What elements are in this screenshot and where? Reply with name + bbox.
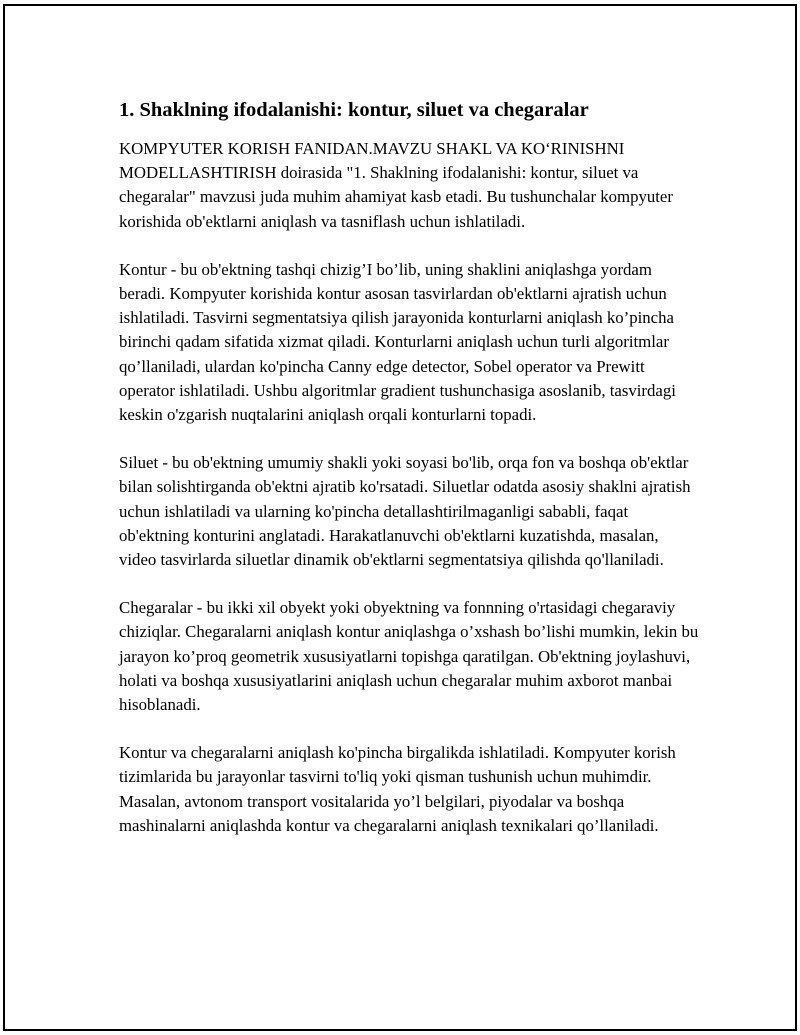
paragraph-kontur: Kontur - bu ob'ektning tashqi chizig’I bo’lib, uning shaklini aniqlashga yordam beradi. Kompyuter korishida kontur asosan tasvirlardan ob'ektlarni ajratish uchun ishlatiladi. Tasvirni segmentatsiya qilish jarayonida konturlarni aniqlash ko’pincha birinchi qadam sifatida xizmat qiladi. Konturlarni aniqlash uchun turli algoritmlar qo’llaniladi, ulardan ko'pincha Canny edge detector, Sobel operator va Prewitt operator ishlatiladi. Ushbu algoritmlar gradient tushunchasiga asoslanib, tasvirdagi keskin o'zgarish nuqtalarini aniqlash orqali konturlarni topadi.: [119, 259, 676, 425]
paragraph-conclusion: Kontur va chegaralarni aniqlash ko'pincha birgalikda ishlatiladi. Kompyuter korish tizimlarida bu jarayonlar tasvirni to'liq yoki qisman tushunish uchun muhimdir. Masalan, avtonom transport vositalarida yo’l belgilari, piyodalar va boshqa mashinalarni aniqlashda kontur va chegaralarni aniqlash texnikalari qo’llaniladi.: [119, 743, 676, 835]
section-heading: 1. Shaklning ifodalanishi: kontur, siluet va chegaralar: [119, 99, 589, 121]
paragraph-chegaralar: Chegaralar - bu ikki xil obyekt yoki obyektning va fonnning o'rtasidagi chegaraviy chiziqlar. Chegaralarni aniqlash kontur aniqlashga o’xshash bo’lishi mumkin, lekin bu jarayon ko’proq geometrik xususiyatlarni topishga qaratilgan. Ob'ektning joylashuvi, holati va boshqa xususiyatlarini aniqlash uchun chegaralar muhim axborot manbai hisoblanadi.: [119, 598, 699, 715]
paragraph-siluet: Siluet - bu ob'ektning umumiy shakli yoki soyasi bo'lib, orqa fon va boshqa ob'ektlar bilan solishtirganda ob'ektni ajratib ko'rsatadi. Siluetlar odatda asosiy shaklni ajratish uchun ishlatiladi va ularning ko'pincha detallashtirilmaganligi sababli, faqat ob'ektning konturini anglatadi. Harakatlanuvchi ob'ektlarni kuzatishda, masalan, video tasvirlarda siluetlar dinamik ob'ektlarni segmentatsiya qilishda qo'llaniladi.: [119, 453, 691, 570]
paragraph-intro: KOMPYUTER KORISH FANIDAN.MAVZU SHAKL VA KO‘RINISHNI MODELLASHTIRISH doirasida "1. Shaklning ifodalanishi: kontur, siluet va chegaralar" mavzusi juda muhim ahamiyat kasb etadi. Bu tushunchalar kompyuter korishida ob'ektlarni aniqlash va tasniflash uchun ishlatiladi.: [119, 139, 673, 231]
document-content: [119, 96, 699, 862]
document-page: [3, 4, 797, 1031]
